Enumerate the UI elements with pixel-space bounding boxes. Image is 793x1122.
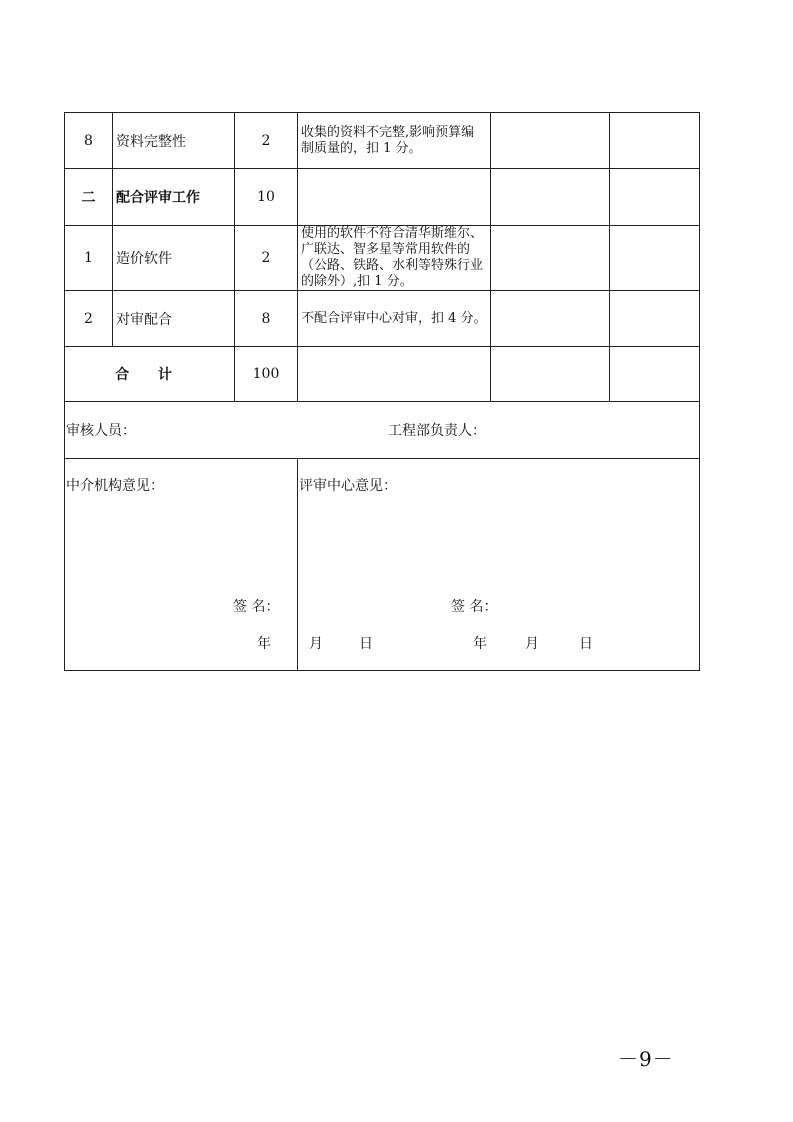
row-score: 2 xyxy=(235,226,298,291)
center-opinion-cell xyxy=(298,459,700,671)
section-score: 10 xyxy=(235,169,298,226)
center-day-label: 日 xyxy=(579,636,593,652)
evaluation-table xyxy=(64,112,700,671)
row-score: 8 xyxy=(235,291,298,347)
agency-day-label: 日 xyxy=(359,636,373,652)
page-number: －9－ xyxy=(618,1047,674,1071)
table-row xyxy=(65,169,700,226)
center-signature-label: 签 名： xyxy=(451,599,498,615)
table-row xyxy=(65,226,700,291)
total-label: 合 计 xyxy=(65,347,235,402)
empty-cell xyxy=(491,291,610,347)
reviewer-row xyxy=(65,402,700,459)
empty-cell xyxy=(610,347,700,402)
agency-year-label: 年 xyxy=(257,636,271,652)
empty-cell xyxy=(610,169,700,226)
empty-cell xyxy=(491,226,610,291)
table-row xyxy=(65,113,700,169)
reviewer-cell xyxy=(65,402,700,459)
total-score: 100 xyxy=(235,347,298,402)
empty-cell xyxy=(491,113,610,169)
empty-cell xyxy=(491,169,610,226)
agency-opinion-label: 中介机构意见： xyxy=(66,478,164,494)
empty-cell xyxy=(491,347,610,402)
row-item: 造价软件 xyxy=(113,226,235,291)
row-number: 8 xyxy=(65,113,113,169)
engineering-head-label: 工程部负责人： xyxy=(388,423,486,439)
empty-cell xyxy=(610,291,700,347)
empty-cell xyxy=(610,113,700,169)
row-score: 2 xyxy=(235,113,298,169)
row-item: 资料完整性 xyxy=(113,113,235,169)
section-title: 配合评审工作 xyxy=(113,169,235,226)
section-number: 二 xyxy=(65,169,113,226)
row-number: 1 xyxy=(65,226,113,291)
center-year-label: 年 xyxy=(473,636,487,652)
empty-cell xyxy=(610,226,700,291)
empty-cell xyxy=(298,347,491,402)
row-number: 2 xyxy=(65,291,113,347)
row-criteria: 不配合评审中心对审，扣 4 分。 xyxy=(298,291,491,347)
row-criteria: 收集的资料不完整,影响预算编制质量的，扣 1 分。 xyxy=(298,113,491,169)
reviewer-label: 审核人员： xyxy=(66,423,136,439)
row-item: 对审配合 xyxy=(113,291,235,347)
table-row xyxy=(65,291,700,347)
row-criteria: 使用的软件不符合清华斯维尔、广联达、智多星等常用软件的（公路、铁路、水利等特殊行业的除外）,扣 1 分。 xyxy=(298,226,491,291)
center-month-label: 月 xyxy=(525,636,539,652)
total-row xyxy=(65,347,700,402)
agency-signature-label: 签 名： xyxy=(233,599,280,615)
row-criteria xyxy=(298,169,491,226)
opinion-row xyxy=(65,459,700,671)
agency-month-label: 月 xyxy=(309,636,323,652)
center-opinion-label: 评审中心意见： xyxy=(299,478,397,494)
